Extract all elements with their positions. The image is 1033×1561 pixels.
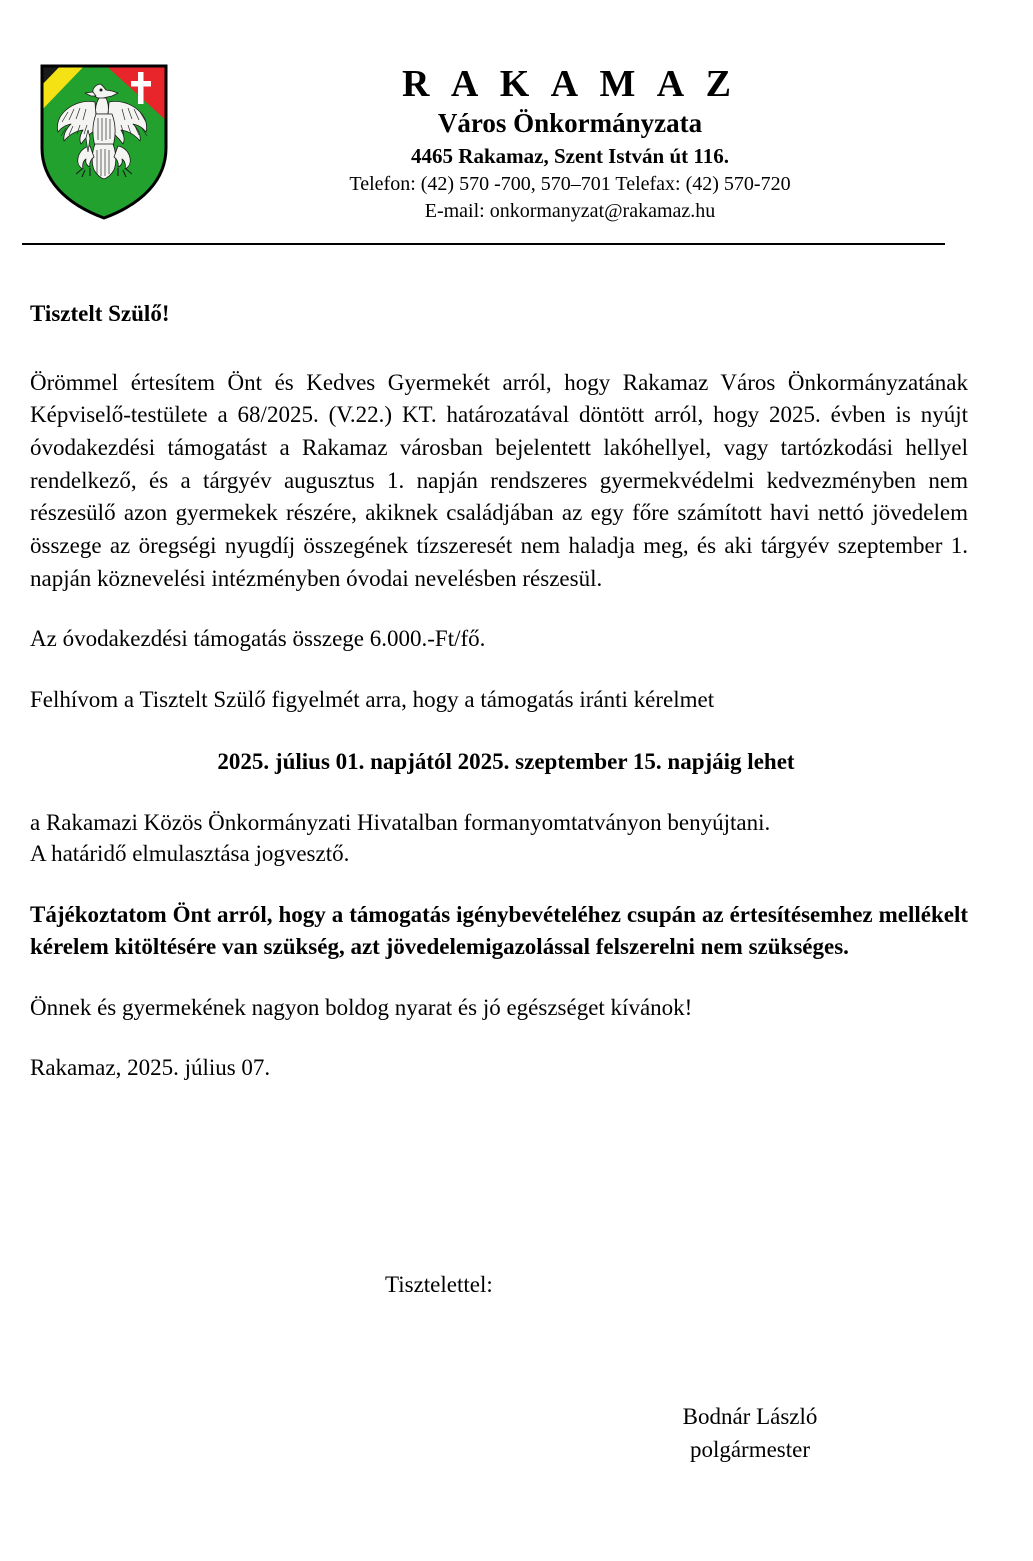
- paragraph-wishes: Önnek és gyermekének nagyon boldog nyarat és jó egészséget kívánok!: [30, 994, 693, 1020]
- paragraph-notice-bold: Tájékoztatom Önt arról, hogy a támogatás igénybevételéhez csupán az értesítésemhez mellékelt kérelem kitöltésére van szükség, azt jövedelemigazolással felszerelni nem szükséges.: [30, 901, 968, 960]
- organization-phone: Telefon: (42) 570 -700, 570–701 Telefax: (42) 570-720: [349, 173, 791, 196]
- letter-body: [30, 300, 968, 1084]
- signer-name: Bodnár László: [682, 1404, 818, 1429]
- submission-line-2: A határidő elmulasztása jogvesztő.: [30, 840, 350, 866]
- signature-block: [600, 1400, 900, 1467]
- paragraph-eligibility: Örömmel értesítem Önt és Kedves Gyermekét arról, hogy Rakamaz Város Önkormányzatának Képviselő-testülete a 68/2025. (V.22.) KT. határozatával döntött arról, hogy 2025. évben is nyújt óvodakezdési támogatást a Rakamaz városban bejelentett lakóhellyel, vagy tartózkodási hellyel rendelkező, és a tárgyév augusztus 1. napján rendszeres gyermekvédelmi kedvezményben nem részesülő azon gyermekek részére, akiknek családjában az egy főre számított havi nettó jövedelem összege az öregségi nyugdíj összegének tízszeresét nem haladja meg, és aki tárgyév szeptember 1. napján köznevelési intézményben óvodai nevelésben részesül.: [30, 369, 968, 591]
- paragraph-amount: Az óvodakezdési támogatás összege 6.000.-Ft/fő.: [30, 626, 486, 652]
- coat-of-arms-icon: [38, 62, 170, 222]
- paragraph-application-intro: Felhívom a Tisztelt Szülő figyelmét arra, hogy a támogatás iránti kérelmet: [30, 687, 715, 712]
- organization-address: 4465 Rakamaz, Szent István út 116.: [411, 143, 729, 168]
- letterhead: [0, 0, 1033, 248]
- letterhead-text-block: [190, 64, 950, 224]
- submission-line-1: a Rakamazi Közös Önkormányzati Hivatalban formanyomtatványon benyújtani.: [30, 809, 771, 835]
- deadline-highlight: 2025. július 01. napjától 2025. szeptember 15. napjáig lehet: [217, 748, 795, 774]
- regards-line: Tisztelettel:: [385, 1272, 493, 1297]
- organization-city-name: R A K A M A Z: [402, 63, 738, 105]
- organization-subtitle: Város Önkormányzata: [437, 108, 703, 139]
- place-and-date: Rakamaz, 2025. július 07.: [30, 1055, 271, 1081]
- organization-email: E-mail: onkormanyzat@rakamaz.hu: [424, 200, 716, 223]
- signer-title: polgármester: [689, 1437, 811, 1463]
- submission-instructions: [30, 807, 968, 869]
- salutation: Tisztelt Szülő!: [30, 301, 170, 326]
- letterhead-divider: [22, 243, 945, 245]
